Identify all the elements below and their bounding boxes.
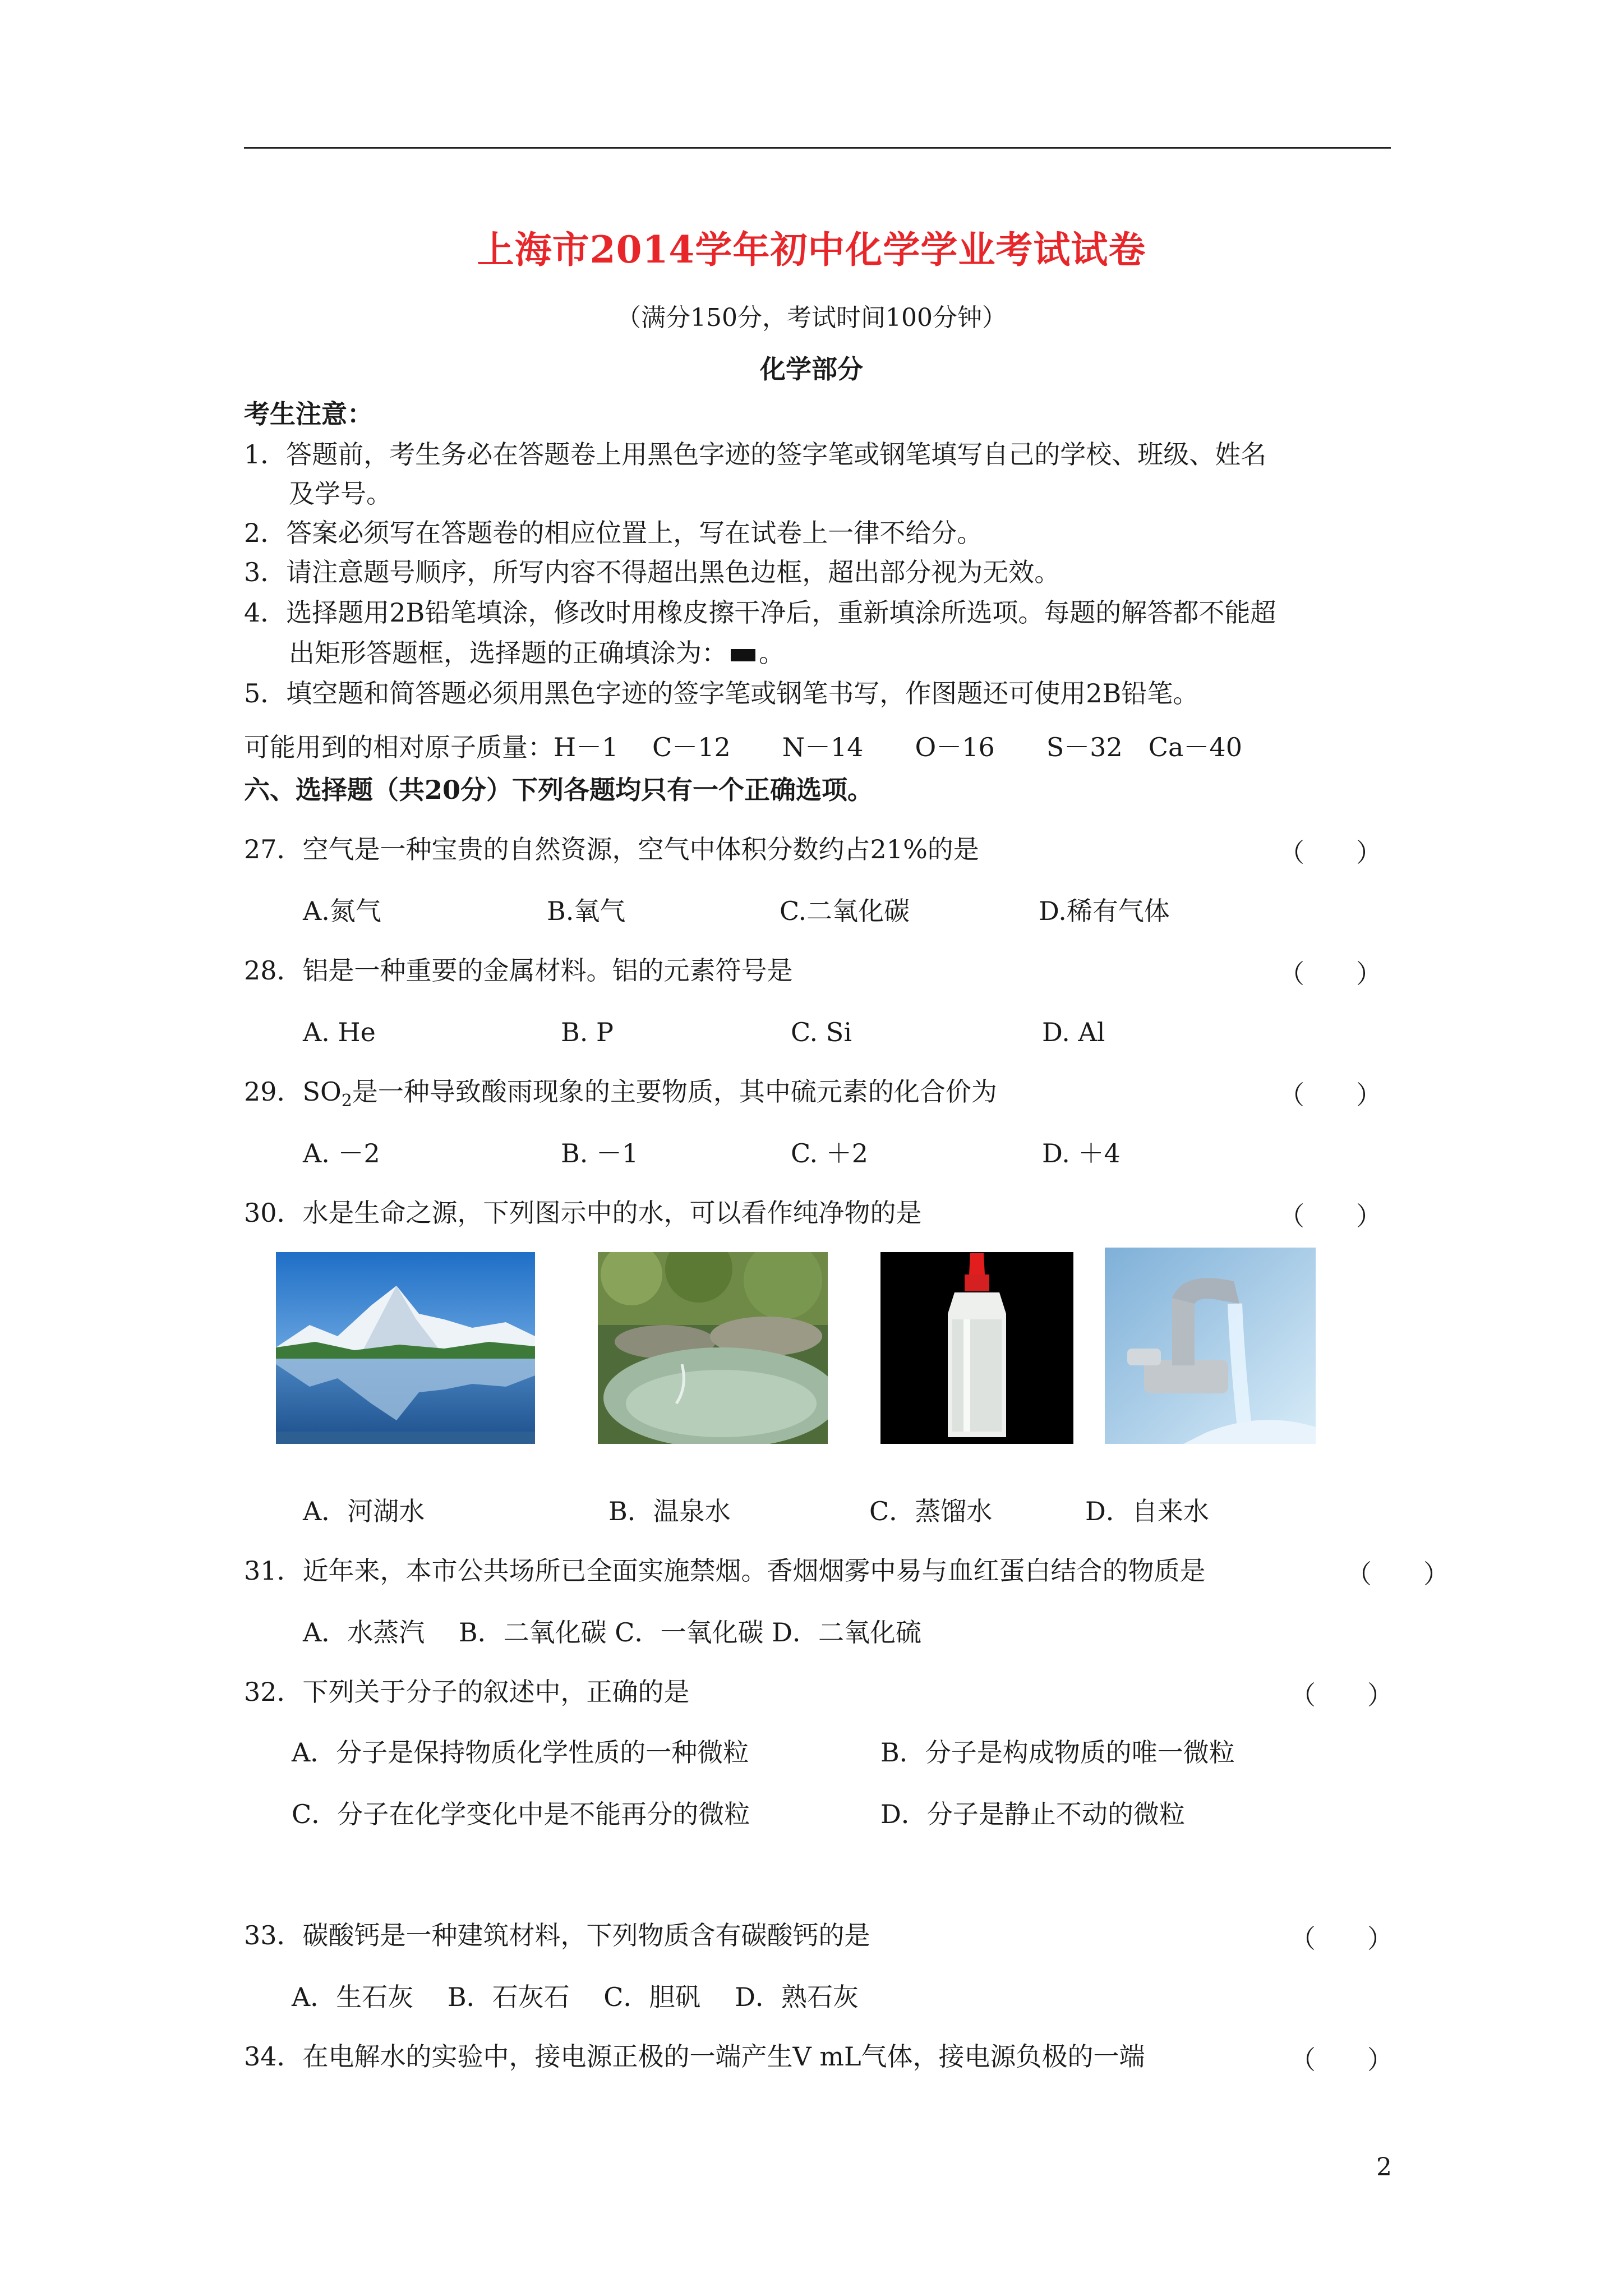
lake-image [276,1252,535,1444]
notice-text: 出矩形答题框，选择题的正确填涂为： [289,638,727,668]
option-c: C．分子在化学变化中是不能再分的微粒 [292,1799,750,1829]
subscript: 2 [341,1091,352,1111]
question-31-stem: 31．近年来，本市公共场所已全面实施禁烟。香烟烟雾中易与血红蛋白结合的物质是 [244,1556,1206,1586]
option-b: B．分子是构成物质的唯一微粒 [880,1737,1235,1768]
option-a: A. He [303,1017,376,1047]
question-28-stem: 28．铝是一种重要的金属材料。铝的元素符号是 [244,955,793,986]
tap-water-image [1105,1248,1316,1444]
stem-text: 是一种导致酸雨现象的主要物质，其中硫元素的化合价为 [352,1076,997,1107]
option-d: D．分子是静止不动的微粒 [880,1799,1185,1829]
page-number: 2 [1376,2153,1392,2182]
option-d: D. Al [1042,1017,1105,1047]
option-a: A．河湖水 [303,1496,425,1526]
notice-item: 1．答题前，考生务必在答题卷上用黑色字迹的签字笔或钢笔填写自己的学校、班级、姓名 [244,439,1267,470]
option-a: A．分子是保持物质化学性质的一种微粒 [292,1737,749,1768]
notice-item: 3．请注意题号顺序，所写内容不得超出黑色边框，超出部分视为无效。 [244,557,1061,587]
question-30-stem: 30．水是生命之源，下列图示中的水，可以看作纯净物的是 [244,1198,922,1228]
option-b: B. P [561,1017,614,1047]
stem-text: 29．SO [244,1076,342,1107]
page-title: 上海市2014学年初中化学学业考试试卷 [477,228,1146,272]
header-rule [244,147,1391,149]
option-d: D.稀有气体 [1039,896,1170,926]
section-title: 化学部分 [760,354,863,384]
distilled-water-bottle-image [880,1252,1073,1444]
answer-paren: （ ） [1279,1080,1382,1110]
answer-paren: （ ） [1346,1559,1449,1589]
notice-item: 2．答案必须写在答题卷的相应位置上，写在试卷上一律不给分。 [244,518,983,548]
option-c: C. Si [791,1017,852,1047]
question-31-options: A．水蒸汽 B．二氧化碳 C．一氧化碳 D．二氧化硫 [303,1617,921,1648]
answer-paren: （ ） [1279,1201,1382,1231]
option-b: B．温泉水 [608,1496,731,1526]
notice-text: 。 [759,638,785,668]
option-c: C. ＋2 [791,1138,869,1168]
exam-info: （满分150分，考试时间100分钟） [616,303,1007,332]
notice-item: 4．选择题用2B铅笔填涂，修改时用橡皮擦干净后，重新填涂所选项。每题的解答都不能超 [244,597,1276,628]
answer-paren: （ ） [1290,1924,1393,1954]
answer-paren: （ ） [1279,838,1382,868]
option-a: A.氮气 [303,896,381,926]
part-heading: 六、选择题（共20分）下列各题均只有一个正确选项。 [244,775,874,805]
question-34-stem: 34．在电解水的实验中，接电源正极的一端产生V mL气体，接电源负极的一端 [244,2041,1145,2072]
notice-item: 5．填空题和简答题必须用黑色字迹的签字笔或钢笔书写，作图题还可使用2B铅笔。 [244,678,1199,708]
option-c: C.二氧化碳 [780,896,910,926]
question-29-stem [244,1075,997,1118]
question-33-stem: 33．碳酸钙是一种建筑材料，下列物质含有碳酸钙的是 [244,1920,870,1950]
answer-paren: （ ） [1279,959,1382,989]
answer-paren: （ ） [1290,2045,1393,2075]
option-b: B. －1 [561,1138,639,1168]
question-32-stem: 32．下列关于分子的叙述中，正确的是 [244,1677,690,1707]
notice-heading: 考生注意： [244,399,373,429]
notice-item [289,636,785,670]
option-d: D．自来水 [1085,1496,1209,1526]
filled-answer-mark [731,649,755,661]
option-c: C．蒸馏水 [869,1496,993,1526]
option-a: A. －2 [303,1138,380,1168]
hot-spring-image [598,1252,828,1444]
option-d: D. ＋4 [1042,1138,1121,1168]
question-33-options: A．生石灰 B．石灰石 C．胆矾 D．熟石灰 [292,1982,859,2012]
option-b: B.氧气 [547,896,626,926]
question-27-stem: 27．空气是一种宝贵的自然资源，空气中体积分数约占21%的是 [244,834,979,864]
answer-paren: （ ） [1290,1680,1393,1710]
notice-item: 及学号。 [289,478,392,509]
atomic-masses: 可能用到的相对原子质量：H－1 C－12 N－14 O－16 S－32 Ca－40 [244,732,1242,762]
